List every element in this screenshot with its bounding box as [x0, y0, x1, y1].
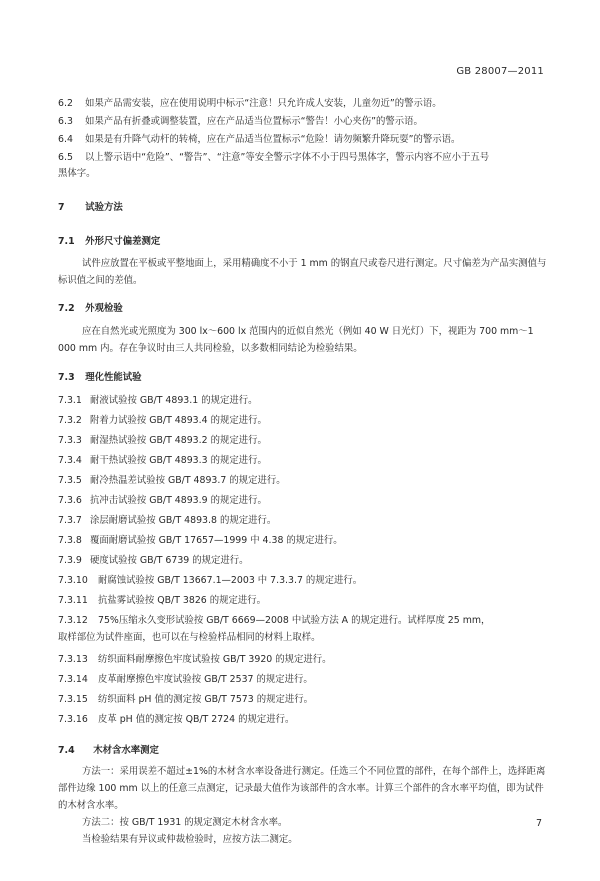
section-7-2-heading: [58, 302, 548, 316]
clause-text: 耐湿热试验按 GB/T 4893.2 的规定进行。: [90, 435, 267, 446]
clause-number: 7.3.1: [58, 395, 82, 406]
clause-text: 耐冷热温差试验按 GB/T 4893.7 的规定进行。: [90, 475, 286, 486]
clause-7-3-5: [58, 474, 548, 488]
clause-7-3-11: [58, 594, 548, 608]
section-title: 外观检验: [85, 303, 123, 314]
section-number: 7.3: [58, 372, 75, 383]
clause-text: 如果产品有折叠或调整装置，应在产品适当位置标示“警告！小心夹伤”的警示语。: [84, 116, 423, 127]
clause-text: 75%压缩永久变形试验按 GB/T 6669—2008 中试验方法 A 的规定进行。试样厚度 25 mm，: [98, 615, 491, 626]
clause-7-3-3: [58, 434, 548, 448]
section-number: 7: [58, 202, 65, 213]
clause-number: 7.3.5: [58, 475, 82, 486]
clause-number: 7.3.11: [58, 595, 88, 606]
section-7-4-method-2: 方法二：按 GB/T 1931 的规定测定木材含水率。: [82, 817, 288, 828]
section-7-4-note: 当检验结果有异议或仲裁检验时，应按方法二测定。: [82, 834, 298, 845]
section-7-1-body: 试件应放置在平板或平整地面上，采用精确度不小于 1 mm 的钢直尺或卷尺进行测定。尺寸偏差为产品实测值与标识值之间的差值。: [58, 258, 547, 286]
clause-6-5-cont: [58, 167, 548, 181]
clause-number: 7.3.9: [58, 555, 82, 566]
clause-7-3-1: [58, 394, 548, 408]
clause-number: 6.3: [58, 116, 73, 127]
section-number: 7.1: [58, 236, 75, 247]
clause-7-3-6: [58, 494, 548, 508]
clause-text: 纺织面料耐摩擦色牢度试验按 GB/T 3920 的规定进行。: [98, 654, 332, 665]
section-number: 7.2: [58, 303, 75, 314]
clause-text: 纺织面料 pH 值的测定按 GB/T 7573 的规定进行。: [98, 694, 313, 705]
clause-7-3-15: [58, 693, 548, 707]
clause-6-3: [58, 115, 548, 129]
clause-6-4: [58, 133, 548, 147]
clause-7-3-13: [58, 653, 548, 667]
clause-text: 硬度试验按 GB/T 6739 的规定进行。: [90, 555, 249, 566]
clause-text: 抗冲击试验按 GB/T 4893.9 的规定进行。: [90, 495, 267, 506]
section-7-4-heading: [58, 744, 548, 758]
clause-text: 涂层耐磨试验按 GB/T 4893.8 的规定进行。: [90, 515, 277, 526]
clause-number: 7.3.6: [58, 495, 82, 506]
clause-7-3-4: [58, 454, 548, 468]
clause-text: 覆面耐磨试验按 GB/T 17657—1999 中 4.38 的规定进行。: [90, 535, 343, 546]
clause-7-3-9: [58, 554, 548, 568]
clause-text: 皮革耐摩擦色牢度试验按 GB/T 2537 的规定进行。: [98, 674, 313, 685]
clause-7-3-16: [58, 713, 548, 727]
clause-7-3-2: [58, 414, 548, 428]
clause-number: 6.2: [58, 98, 73, 109]
section-title: 试验方法: [85, 202, 123, 213]
clause-number: 6.4: [58, 134, 73, 145]
clause-7-3-14: [58, 673, 548, 687]
clause-number: 7.3.7: [58, 515, 82, 526]
clause-6-5: [58, 151, 548, 165]
clause-text: 附着力试验按 GB/T 4893.4 的规定进行。: [90, 415, 267, 426]
section-7-1-heading: [58, 235, 548, 249]
clause-number: 7.3.3: [58, 435, 82, 446]
clause-text: 取样部位为试件座面，也可以在与检验样品相同的材料上取样。: [58, 632, 321, 643]
clause-number: 7.3.10: [58, 575, 88, 586]
clause-text: 耐干热试验按 GB/T 4893.3 的规定进行。: [90, 455, 267, 466]
clause-text: 如果产品需安装，应在使用说明中标示“注意！只允许成人安装，儿童勿近”的警示语。: [84, 98, 442, 109]
clause-text: 以上警示语中“危险”、“警告”、“注意”等安全警示字体不小于四号黑体字，警示内容不应小于五号: [84, 152, 490, 163]
clause-number: 7.3.8: [58, 535, 82, 546]
section-7-2-body: 应在自然光或光照度为 300 lx～600 lx 范围内的近似自然光（例如 40 W 日光灯）下，视距为 700 mm～1 000 mm 内。存在争议时由三人共同检验，以多数相同结论为检验结果。: [58, 326, 534, 354]
clause-7-3-8: [58, 534, 548, 548]
standard-code: GB 28007—2011: [456, 66, 544, 77]
clause-text: 如果是有升降气动杆的转椅，应在产品适当位置标示“危险！请勿频繁升降玩耍”的警示语。: [84, 134, 461, 145]
clause-number: 6.5: [58, 152, 73, 163]
clause-number: 7.3.13: [58, 654, 88, 665]
clause-text: 皮革 pH 值的测定按 QB/T 2724 的规定进行。: [98, 714, 295, 725]
clause-text: 耐腐蚀试验按 GB/T 13667.1—2003 中 7.3.3.7 的规定进行。: [98, 575, 363, 586]
section-7-heading: [58, 201, 548, 215]
clause-7-3-7: [58, 514, 548, 528]
section-title: 木材含水率测定: [93, 745, 159, 756]
clause-number: 7.3.16: [58, 714, 88, 725]
clause-text: 耐液试验按 GB/T 4893.1 的规定进行。: [90, 395, 258, 406]
clause-number: 7.3.4: [58, 455, 82, 466]
page-number: 7: [535, 818, 542, 829]
clause-number: 7.3.12: [58, 615, 88, 626]
clause-7-3-12-cont: [58, 631, 548, 645]
clause-6-2: [58, 97, 548, 111]
clause-7-3-10: [58, 574, 548, 588]
section-7-4-method-1: 方法一：采用误差不超过±1%的木材含水率设备进行测定。任选三个不同位置的部件，在每个部件上，选择距离部件边缘 100 mm 以上的任意三点测定，记录最大值作为该部件的含水率。计算三个部件的含水率平均值，即为试件的木材含水率。: [58, 766, 546, 811]
clause-number: 7.3.2: [58, 415, 82, 426]
section-7-3-heading: [58, 371, 548, 385]
clause-number: 7.3.15: [58, 694, 88, 705]
clause-text: 抗盐雾试验按 QB/T 3826 的规定进行。: [98, 595, 266, 606]
section-title: 理化性能试验: [85, 372, 142, 383]
section-number: 7.4: [58, 745, 75, 756]
clause-text: 黑体字。: [58, 168, 96, 179]
clause-7-3-12: [58, 614, 548, 628]
clause-number: 7.3.14: [58, 674, 88, 685]
section-title: 外形尺寸偏差测定: [85, 236, 161, 247]
